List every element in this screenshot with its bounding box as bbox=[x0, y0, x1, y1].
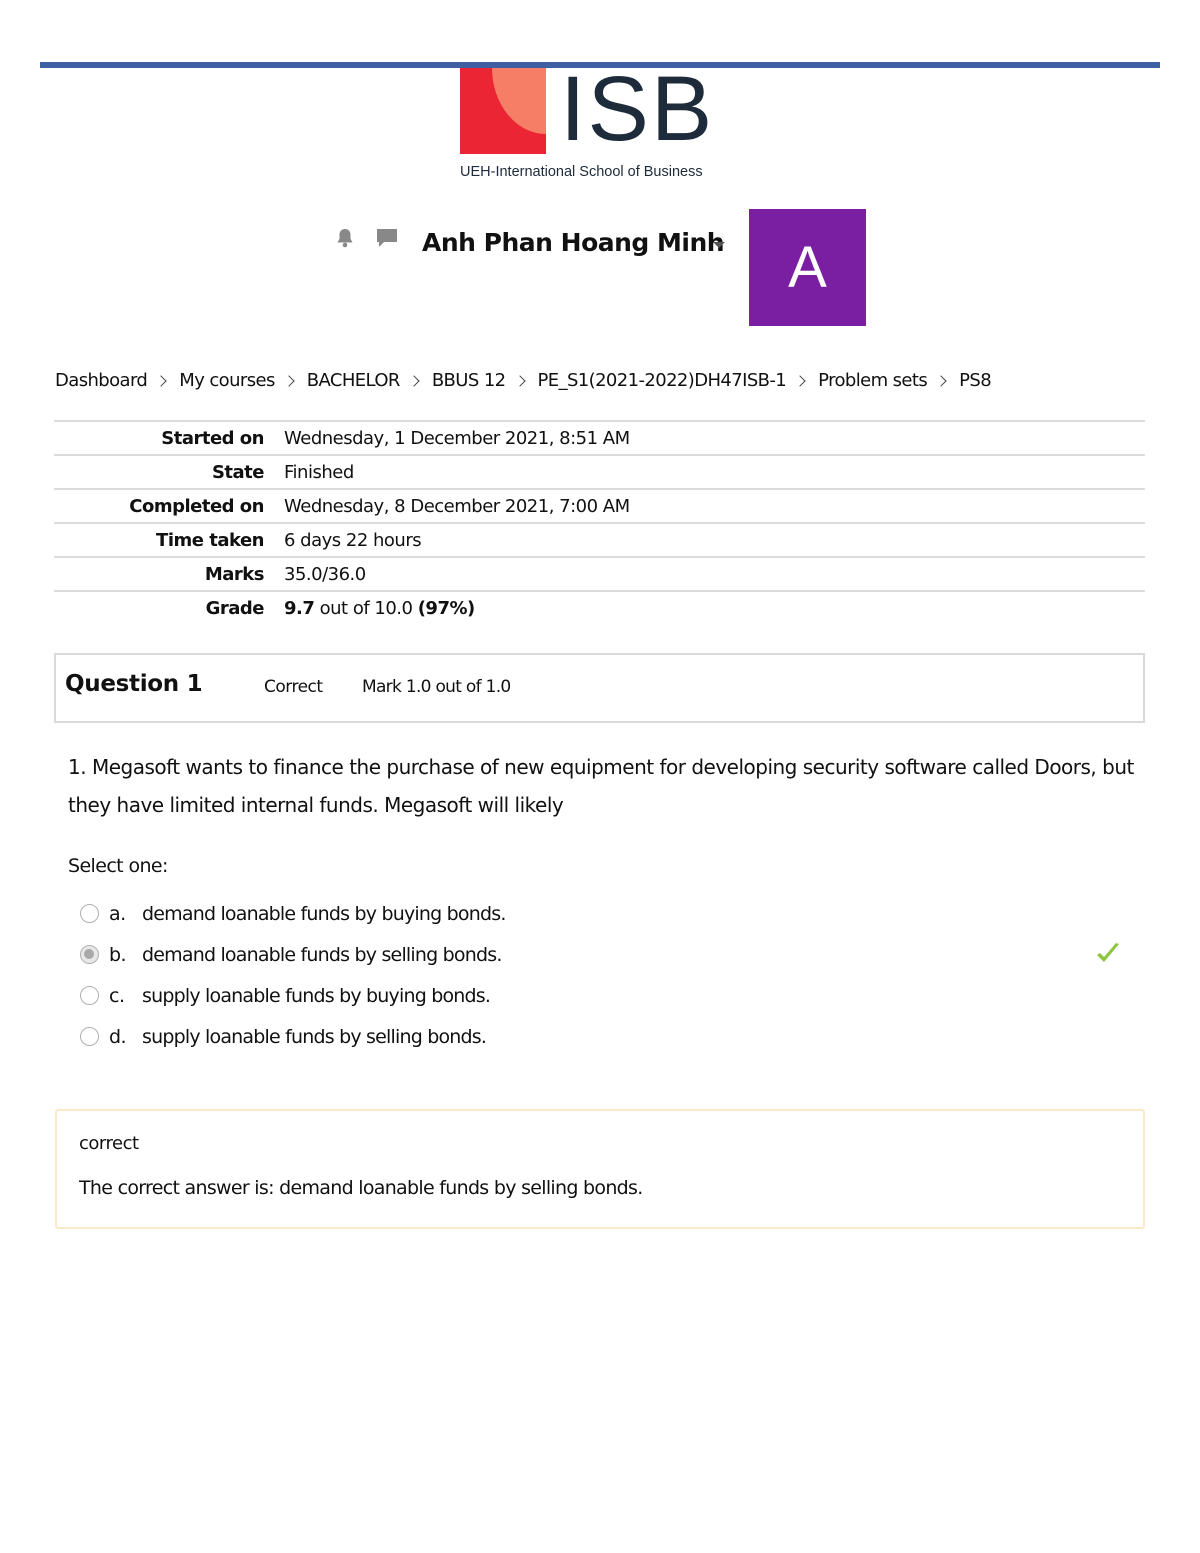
summary-label: State bbox=[211, 461, 264, 483]
answer-text: supply loanable funds by selling bonds. bbox=[142, 1025, 487, 1048]
grade-value bbox=[264, 598, 475, 619]
answer-letter: d. bbox=[109, 1025, 127, 1048]
grade-percent: (97%) bbox=[417, 597, 475, 619]
question-text: 1. Megasoft wants to finance the purchase of new equipment for developing security software called Doors, but they have limited internal funds. Megasoft will likely bbox=[68, 755, 1134, 817]
question-title: Question 1 bbox=[65, 671, 203, 697]
answer-letter: b. bbox=[109, 943, 127, 966]
answer-option-a[interactable] bbox=[80, 893, 1140, 934]
answer-letter: c. bbox=[109, 984, 125, 1007]
summary-label: Marks bbox=[204, 563, 264, 585]
grade-out-of: out of 10.0 bbox=[314, 597, 418, 619]
radio-button[interactable] bbox=[80, 986, 99, 1005]
breadcrumb-bachelor[interactable]: BACHELOR bbox=[306, 370, 400, 391]
chevron-down-icon[interactable] bbox=[713, 242, 725, 248]
select-prompt: Select one: bbox=[68, 855, 168, 877]
bell-icon[interactable] bbox=[333, 226, 357, 250]
chevron-right-icon bbox=[283, 375, 294, 386]
question-mark: Mark 1.0 out of 1.0 bbox=[362, 677, 511, 697]
chevron-right-icon bbox=[935, 375, 946, 386]
chevron-right-icon bbox=[514, 375, 525, 386]
breadcrumb-problem-sets[interactable]: Problem sets bbox=[818, 370, 928, 391]
summary-value: Wednesday, 8 December 2021, 7:00 AM bbox=[284, 495, 630, 517]
breadcrumb-my-courses[interactable]: My courses bbox=[179, 370, 275, 391]
breadcrumb-dashboard[interactable]: Dashboard bbox=[55, 370, 148, 391]
chevron-right-icon bbox=[408, 375, 419, 386]
summary-label: Grade bbox=[205, 597, 264, 619]
breadcrumb-ps8[interactable]: PS8 bbox=[959, 370, 992, 391]
checkmark-icon bbox=[1094, 940, 1122, 968]
answer-option-b[interactable] bbox=[80, 934, 1140, 975]
radio-button-selected[interactable] bbox=[80, 945, 99, 964]
radio-button[interactable] bbox=[80, 1027, 99, 1046]
feedback-box bbox=[55, 1109, 1145, 1229]
summary-row-completed bbox=[54, 488, 1145, 522]
summary-label: Completed on bbox=[129, 495, 264, 517]
logo-mark bbox=[460, 68, 546, 154]
question-state: Correct bbox=[264, 677, 323, 697]
correct-answer-text: The correct answer is: demand loanable funds by selling bonds. bbox=[79, 1177, 643, 1199]
chevron-right-icon bbox=[794, 375, 805, 386]
attempt-summary-table bbox=[54, 420, 1145, 624]
answer-text: demand loanable funds by selling bonds. bbox=[142, 943, 502, 966]
avatar[interactable]: A bbox=[749, 209, 866, 326]
grade-score: 9.7 bbox=[284, 597, 315, 619]
breadcrumb-course[interactable]: PE_S1(2021-2022)DH47ISB-1 bbox=[537, 370, 787, 391]
summary-row-grade bbox=[54, 590, 1145, 624]
summary-row-marks bbox=[54, 556, 1145, 590]
isb-logo bbox=[460, 58, 745, 183]
answer-text: supply loanable funds by buying bonds. bbox=[142, 984, 491, 1007]
question-info bbox=[54, 653, 1145, 723]
chevron-right-icon bbox=[156, 375, 167, 386]
summary-value: Wednesday, 1 December 2021, 8:51 AM bbox=[284, 427, 630, 449]
summary-label: Started on bbox=[161, 427, 264, 449]
radio-button[interactable] bbox=[80, 904, 99, 923]
breadcrumb-bbus[interactable]: BBUS 12 bbox=[431, 370, 506, 391]
logo-text: ISB bbox=[560, 58, 715, 160]
summary-value: 6 days 22 hours bbox=[284, 529, 422, 551]
feedback-title: correct bbox=[79, 1133, 139, 1154]
chat-icon[interactable] bbox=[375, 226, 399, 250]
user-bar bbox=[330, 208, 870, 328]
summary-label: Time taken bbox=[156, 529, 264, 551]
answer-list bbox=[80, 893, 1140, 1057]
breadcrumb bbox=[55, 370, 991, 391]
summary-row-time-taken bbox=[54, 522, 1145, 556]
summary-value: Finished bbox=[284, 461, 354, 483]
answer-option-c[interactable] bbox=[80, 975, 1140, 1016]
summary-row-started bbox=[54, 420, 1145, 454]
summary-row-state bbox=[54, 454, 1145, 488]
summary-value: 35.0/36.0 bbox=[284, 563, 366, 585]
logo-subtitle: UEH-International School of Business bbox=[460, 164, 703, 180]
answer-option-d[interactable] bbox=[80, 1016, 1140, 1057]
answer-letter: a. bbox=[109, 902, 126, 925]
answer-text: demand loanable funds by buying bonds. bbox=[142, 902, 506, 925]
user-name[interactable]: Anh Phan Hoang Minh bbox=[422, 228, 725, 257]
